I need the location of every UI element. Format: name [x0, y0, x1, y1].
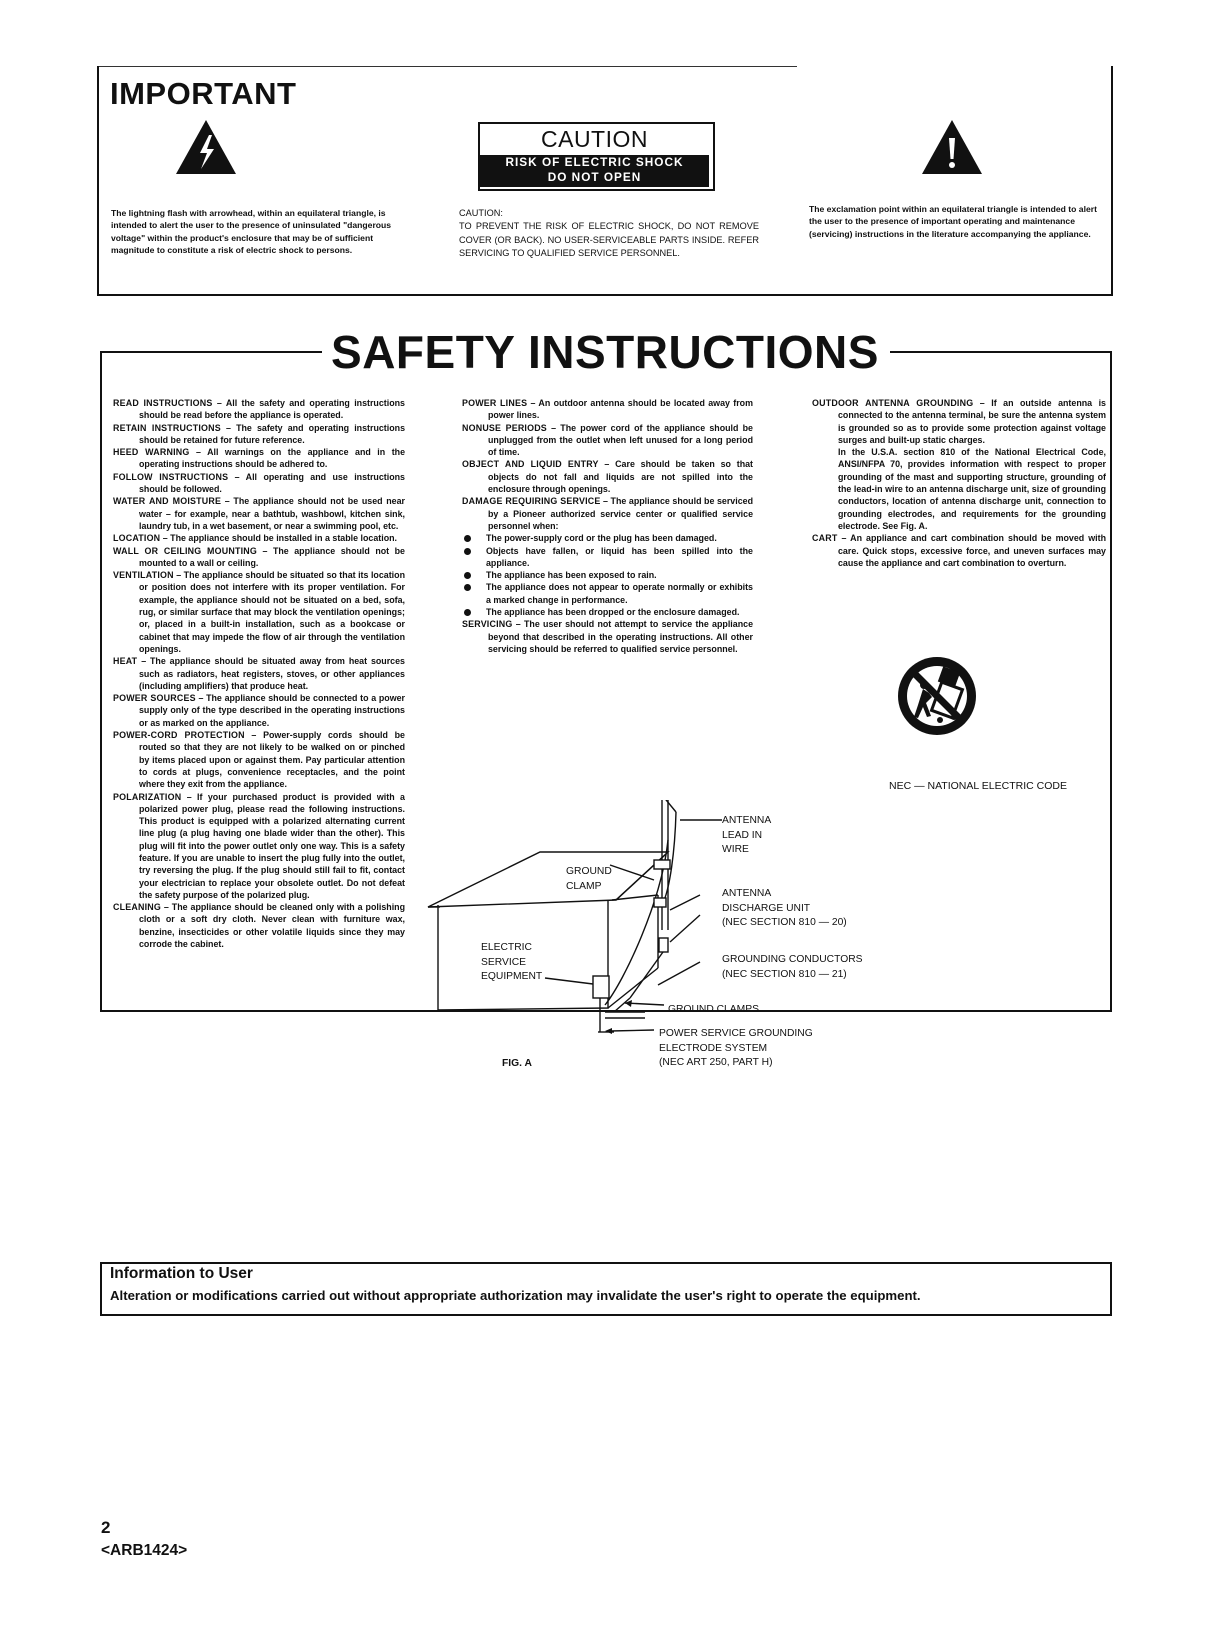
instruction-heading: VENTILATION [113, 570, 174, 581]
caution-text: TO PREVENT THE RISK OF ELECTRIC SHOCK, DO NOT REMOVE COVER (OR BACK). NO USER-SERVICEABLE PARTS INSIDE. REFER SERVICING TO QUALIFIED SERVICE PERSONNEL. [459, 221, 759, 259]
instruction-heading: READ INSTRUCTIONS [113, 398, 213, 408]
instruction-heading: WATER AND MOISTURE [113, 496, 222, 507]
info-text: Alteration or modifications carried out without appropriate authorization may invalidate the user's right to operate the equipment. [110, 1288, 921, 1303]
electric-service-label [481, 941, 542, 985]
info-title: Information to User [110, 1265, 253, 1282]
instruction-text: – The appliance should be installed in a stable location. [160, 533, 398, 544]
instruction-item [113, 655, 405, 692]
instruction-text: – All the safety and operating instructions should be read before the appliance is operated. [139, 398, 405, 421]
safety-title: SAFETY INSTRUCTIONS [331, 326, 879, 378]
instruction-heading: RETAIN INSTRUCTIONS [113, 422, 221, 433]
antenna-lead-label [722, 814, 771, 858]
instruction-item [113, 729, 405, 790]
instruction-item [113, 545, 405, 570]
instruction-text: – An outdoor antenna should be located away from power lines. [488, 398, 753, 421]
instruction-text: – If an outside antenna is connected to the antenna terminal, be sure the antenna system is grounded so as to provide some protection against voltage surges and built-up static charges. [838, 398, 1106, 445]
instruction-heading: DAMAGE REQUIRING SERVICE [462, 496, 601, 507]
instruction-heading: SERVICING [462, 619, 513, 630]
instruction-heading: POWER-CORD PROTECTION [113, 730, 245, 741]
discharge-line1: ANTENNA [722, 888, 772, 899]
ground-clamp-line2: CLAMP [566, 880, 602, 892]
page-number: 2 [101, 1518, 111, 1537]
antenna-lead-line3: WIRE [722, 844, 749, 855]
instruction-heading: POWER LINES [462, 398, 528, 408]
instruction-item [113, 446, 405, 471]
fig-a-label: FIG. A [502, 1058, 532, 1069]
ground-clamps-label: GROUND CLAMPS [668, 1004, 759, 1015]
damage-bullet-item: The appliance does not appear to operate normally or exhibits a marked change in performance. [462, 581, 753, 606]
important-title: IMPORTANT [110, 76, 297, 111]
instruction-heading: NONUSE PERIODS [462, 422, 547, 433]
instruction-heading: WALL OR CEILING MOUNTING [113, 545, 257, 556]
instruction-item [462, 618, 753, 655]
power-grounding-label [659, 1027, 813, 1071]
damage-bullet-item: Objects have fallen, or liquid has been spilled into the appliance. [462, 545, 753, 570]
instruction-text: – All operating and use instructions should be followed. [139, 471, 405, 495]
instruction-text: – Care should be taken so that objects do not fall and liquids are not spilled into the enclosure through openings. [488, 459, 754, 495]
instruction-item [113, 471, 405, 496]
instruction-text: – The power cord of the appliance should be unplugged from the outlet when left unused for a long period of time. [488, 422, 753, 458]
instruction-text: – The appliance should be connected to a power supply only of the type described in the operating instructions or as marked on the appliance. [139, 693, 406, 728]
instruction-text: – The appliance should not be mounted to a wall or ceiling. [139, 545, 405, 568]
caution-label-title: CAUTION [541, 126, 648, 152]
exclamation-warning-icon [920, 118, 984, 176]
discharge-unit-label [722, 887, 847, 931]
discharge-line3: (NEC SECTION 810 — 20) [722, 917, 847, 928]
instruction-item [113, 397, 405, 422]
instruction-text: – The user should not attempt to service the appliance beyond that described in the operating instructions. All other servicing should be referred to qualified service personnel. [488, 619, 753, 654]
instruction-text: – All warnings on the appliance and in the operating instructions should be adhered to. [139, 447, 406, 470]
electric-line2: SERVICE [481, 956, 527, 968]
instruction-item [462, 458, 753, 495]
safety-rule-left [100, 351, 322, 353]
instruction-item [462, 495, 753, 532]
instruction-heading: OUTDOOR ANTENNA GROUNDING [812, 398, 974, 408]
power-line3: (NEC ART 250, PART H) [659, 1057, 773, 1068]
lightning-description: The lightning flash with arrowhead, within an equilateral triangle, is intended to alert the user to the presence of uninsulated "dangerous voltage" within the product's enclosure that may be of sufficient magnitude to constitute a risk of electric shock to persons. [111, 208, 392, 256]
lightning-warning-icon [174, 118, 238, 176]
caution-band-line2: DO NOT OPEN [547, 170, 642, 184]
instruction-item [462, 422, 753, 459]
instruction-text: – The appliance should be situated away from heat sources such as radiators, heat registers, stoves, or other appliances (including amplifiers) that produce heat. [137, 656, 405, 691]
instruction-item [113, 422, 405, 447]
safety-rule-right [890, 351, 1110, 353]
instruction-heading: LOCATION [113, 533, 161, 544]
safety-column-2 [462, 397, 753, 655]
caution-text-block [459, 207, 759, 261]
instruction-text: – Power-supply cords should be routed so that they are not likely to be walked on or pinched by items placed upon or against them. Pay particular attention to cords at plugs, convenience receptacles, and the point where they exit from the appliance. [139, 730, 405, 790]
conductors-line1: GROUNDING CONDUCTORS [722, 954, 863, 965]
instruction-heading: FOLLOW INSTRUCTIONS [113, 471, 229, 482]
instruction-item [113, 791, 405, 902]
instruction-item [113, 692, 405, 729]
document-code: <ARB1424> [101, 1542, 188, 1559]
antenna-lead-line2: LEAD IN [722, 829, 763, 841]
power-line2: ELECTRODE SYSTEM [659, 1042, 768, 1054]
instruction-text: – An appliance and cart combination should be moved with care. Quick stops, excessive force, and uneven surfaces may cause the appliance and cart combination to overturn. [837, 533, 1106, 568]
instruction-item [812, 397, 1106, 446]
instruction-heading: HEED WARNING [113, 447, 190, 458]
caution-heading: CAUTION: [459, 208, 503, 218]
damage-bullet-item: The appliance has been exposed to rain. [462, 569, 753, 581]
grounding-conductors-label [722, 953, 863, 982]
instruction-heading: POLARIZATION [113, 791, 182, 802]
instruction-item [113, 901, 405, 950]
caution-band-line1: RISK OF ELECTRIC SHOCK [505, 155, 684, 169]
antenna-lead-line1: ANTENNA [722, 815, 772, 826]
caution-label-band [480, 155, 709, 187]
cart-overturn-icon [896, 655, 978, 737]
damage-bullet-item: The power-supply cord or the plug has been damaged. [462, 532, 753, 544]
ground-clamp-line1: GROUND [566, 866, 612, 877]
damage-bullet-item: The appliance has been dropped or the enclosure damaged. [462, 606, 753, 618]
nec-label: NEC — NATIONAL ELECTRIC CODE [889, 780, 1067, 792]
instruction-item [113, 532, 405, 544]
instruction-text: – If your purchased product is provided with a polarized power plug, please read the following instructions. This product is equipped with a polarized alternating current line plug (a plug having one blade wider than the other). This plug will fit into the power outlet only one way. This is a safety feature. If you are unable to insert the plug fully into the outlet, try reversing the plug. If the plug should still fail to fit, contact your electrician to replace your obsolete outlet. Do not defeat the safety purpose of the polarized plug. [139, 791, 405, 900]
ground-clamp-label [566, 865, 612, 894]
instruction-heading: CLEANING [113, 902, 161, 913]
discharge-line2: DISCHARGE UNIT [722, 902, 811, 914]
instruction-item [812, 532, 1106, 569]
instruction-heading: HEAT [113, 656, 138, 667]
instruction-heading: POWER SOURCES [113, 693, 196, 704]
nec-usa-paragraph: In the U.S.A. section 810 of the National Electrical Code, ANSI/NFPA 70, provides information with respect to proper grounding of the mast and supporting structure, grounding of the lead-in wire to an antenna discharge unit, size of grounding conductors, location of antenna discharge unit, connection to grounding electrodes, and requirements for the grounding electrode. See Fig. A. [838, 447, 1106, 531]
electric-line1: ELECTRIC [481, 942, 532, 953]
instruction-heading: CART [812, 533, 838, 544]
instruction-item [462, 397, 753, 422]
instruction-item [113, 569, 405, 655]
safety-column-1 [113, 397, 405, 950]
electric-line3: EQUIPMENT [481, 971, 543, 982]
instruction-text: – The appliance should be situated so that its location or position does not interfere with its proper ventilation. For example, the appliance should not be situated on a bed, sofa, rug, or similar surface that may block the ventilation openings; or, placed in a built-in installation, such as a bookcase or cabinet that may impede the flow of air through the ventilation openings. [139, 570, 405, 654]
power-line1: POWER SERVICE GROUNDING [659, 1028, 813, 1039]
instruction-text: – The appliance should be serviced by a Pioneer authorized service center or qualified service personnel when: [488, 496, 753, 531]
instruction-text: – The appliance should not be used near water – for example, near a bathtub, washbowl, kitchen sink, laundry tub, in a wet basement, or near a swimming pool, etc. [139, 496, 405, 531]
instruction-text: – The safety and operating instructions should be retained for future reference. [139, 422, 406, 445]
instruction-heading: OBJECT AND LIQUID ENTRY [462, 459, 599, 470]
conductors-line2: (NEC SECTION 810 — 21) [722, 968, 847, 980]
instruction-item [113, 495, 405, 532]
exclamation-description: The exclamation point within an equilateral triangle is intended to alert the user to the presence of important operating and maintenance (servicing) instructions in the literature accompanying the appliance. [809, 204, 1097, 239]
instruction-text: – The appliance should be cleaned only with a polishing cloth or a soft dry cloth. Never clean with furniture wax, benzine, insecticides or other volatile liquids since they may corrode the cabinet. [139, 902, 405, 950]
safety-column-3 [812, 397, 1106, 569]
